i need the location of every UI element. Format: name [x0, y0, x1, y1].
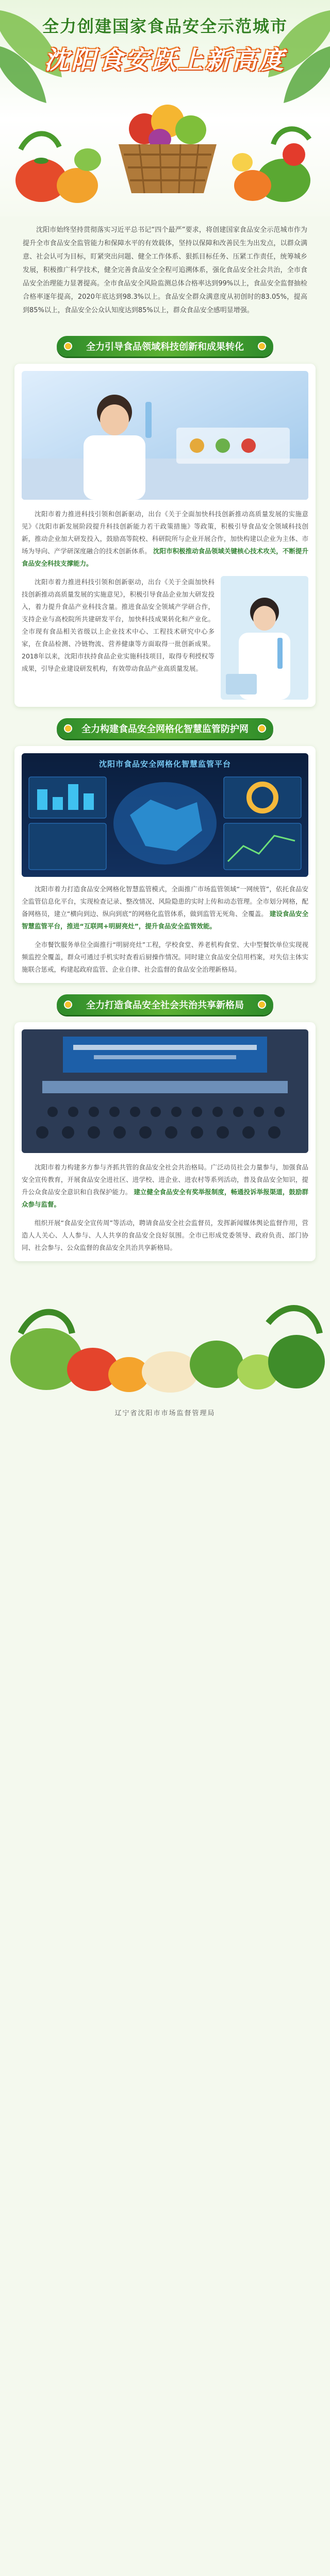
intro-paragraph: 沈阳市始终坚持贯彻落实习近平总书记“四个最严”要求，将创建国家食品安全示范城市作为提升全市食品安全监管能力和保障水平的有效载体，坚持以保障和改善民生为出发点，以群众满意、社会认可为目标，盯紧突出问题、健全工作体系、狠抓目标任务、压紧工作责任，统筹城乡发展，积极推广科学技术，健全完善食品安全全程可追溯体系，强化食品安全社会共治，全市食品安全治理能力显著提高。全市食品安全风险监测总体合格率达到99%以上，食品安全监督抽检合格率逐年提高，2020年底达到98.3%以上。食品安全群众满意度从初创时的83.05%，提高到85%以上，食品安全公众认知度达到85%以上，群众食品安全感明显增强。	[23, 226, 307, 314]
section-2-title: 全力构建食品安全网格化智慧监管防护网	[81, 724, 249, 735]
section-3-card	[14, 1022, 316, 1261]
footer-credit: 辽宁省沈阳市市场监督管理局	[114, 1410, 216, 1417]
bullet-icon	[64, 1001, 72, 1009]
section-1-body	[22, 508, 308, 570]
basket-icon	[108, 98, 227, 196]
bullet-icon	[258, 342, 266, 350]
section-2-extra: 全市餐饮服务单位全面推行“明厨亮灶”工程，学校食堂、养老机构食堂、大中型餐饮单位实现视频监控全覆盖，群众可通过手机实时查看后厨操作情况。同时建立食品安全信用档案，对失信主体实施联合惩戒，构建起政府监管、企业自律、社会监督的食品安全治理新格局。	[22, 941, 308, 973]
scientist-photo	[221, 576, 308, 700]
screen-title: 沈阳市食品安全网格化智慧监管平台	[98, 759, 231, 769]
section-3-body	[22, 1161, 308, 1211]
section-1-lab-block	[22, 576, 308, 700]
section-2-body	[22, 883, 308, 933]
section-2-body-text: 沈阳市着力打造食品安全网格化智慧监管模式，全面推广市场监管领域“一网统管”，依托食品安全监管信息化平台，实现检查记录、整改情况、风险隐患的实时上传和动态管理。全市划分网格，配备网格员，建立“横向到边、纵向到底”的网格化监管体系，做到监管无死角、全覆盖。	[22, 885, 308, 918]
dashboard-graphic	[22, 774, 308, 877]
section-2-card	[14, 746, 316, 983]
bullet-icon	[64, 342, 72, 350]
monitoring-screen-photo	[22, 753, 308, 877]
section-1-lab-text: 沈阳市着力推进科技引领和创新驱动，出台《关于全面加快科技创新推动高质量发展的实施意见》，积极引导食品企业加大研发投入，着力提升食品产业科技含量。推进食品安全领域产学研合作，支持企业与高校院所共建研发平台，加快科技成果转化和产业化。全市现有食品相关省级以上企业技术中心、工程技术研究中心多家，在食品检测、冷链物流、营养健康等方面取得一批创新成果。2018年以来，沈阳市扶持食品企业实施科技项目，取得专利授权等成果，引导企业建设研发机构，有效带动食品产业高质量发展。	[22, 578, 214, 672]
section-3-extra: 组织开展“食品安全宣传周”等活动，聘请食品安全社会监督员，发挥新闻媒体舆论监督作用，营造人人关心、人人参与、人人共享的食品安全良好氛围。全市已形成党委领导、政府负责、部门协同、社会参与、公众监督的食品安全共治共享新格局。	[22, 1219, 308, 1251]
page-subtitle: 沈阳食安跃上新高度	[44, 46, 286, 75]
section-1-title: 全力引导食品领域科技创新和成果转化	[86, 342, 244, 352]
conference-photo	[22, 1029, 308, 1153]
section-2-highlight: 建设食品安全智慧监管平台，推进“互联网+明厨亮灶”，提升食品安全监管效能。	[22, 910, 308, 930]
section-1-body-text: 沈阳市着力推进科技引领和创新驱动，出台《关于全面加快科技创新推动高质量发展的实施意见》《沈阳市新发展阶段提升科技创新能力若干政策措施》等政策，积极引导食品安全领域科技创新，推动企业加大研发投入，鼓励高等院校、科研院所与企业开展合作，加快构建以企业为主体、市场为导向、产学研深度融合的技术创新体系。	[22, 510, 308, 555]
bullet-icon	[258, 1001, 266, 1009]
section-1-card	[14, 364, 316, 707]
section-1-highlight: 沈阳市积极推动食品领域关键核心技术攻关，不断提升食品安全科技支撑能力。	[22, 547, 308, 567]
bullet-icon	[258, 724, 266, 733]
footer-vegetables-icon	[0, 1272, 330, 1400]
bullet-icon	[64, 724, 72, 733]
hero-banner	[0, 0, 330, 216]
section-2-header	[57, 718, 273, 739]
section-3-header	[57, 994, 273, 1015]
lab-photo	[22, 371, 308, 500]
section-3-body-text: 沈阳市着力构建多方参与齐抓共管的食品安全社会共治格局。广泛动员社会力量参与，加强食品安全宣传教育，开展食品安全进社区、进学校、进企业、进农村等系列活动，普及食品安全知识，提升公众食品安全意识和自我保护能力。	[22, 1163, 308, 1196]
vegetables-right-icon	[222, 118, 320, 211]
section-1-header	[57, 336, 273, 357]
page-title: 全力创建国家食品安全示范城市	[42, 16, 288, 36]
section-3-title: 全力打造食品安全社会共治共享新格局	[86, 1000, 244, 1011]
vegetables-left-icon	[10, 118, 108, 211]
section-3-highlight: 建立健全食品安全有奖举报制度，畅通投诉举报渠道，鼓励群众参与监督。	[22, 1188, 308, 1208]
